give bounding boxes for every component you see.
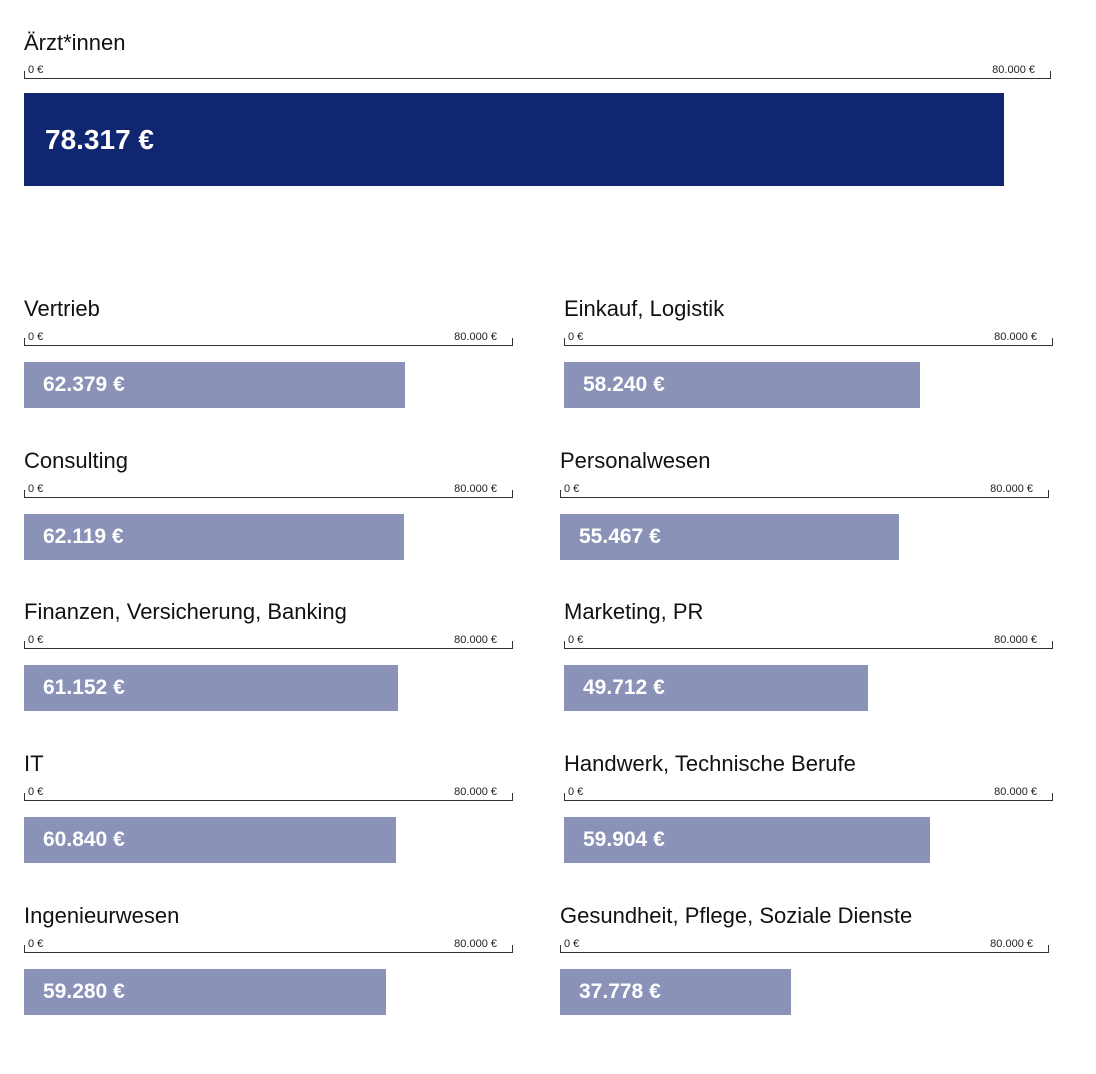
panel-title: Finanzen, Versicherung, Banking	[24, 599, 347, 624]
x-axis	[24, 483, 513, 498]
axis-line	[24, 78, 1051, 79]
axis-line	[24, 800, 513, 801]
axis-tick-min	[564, 338, 565, 346]
axis-tick-min	[564, 641, 565, 649]
panel-title: Consulting	[24, 448, 128, 473]
x-axis	[24, 64, 1051, 79]
axis-max-label: 80.000 €	[454, 634, 497, 646]
panel-handwerk-technische-berufe	[564, 751, 1053, 863]
bar-value-label: 62.119 €	[43, 525, 124, 548]
axis-tick-max	[512, 338, 513, 346]
axis-tick-min	[564, 793, 565, 801]
bar-marketing-pr	[564, 665, 868, 711]
panel-finanzen-versicherung-banking	[24, 599, 513, 711]
panel-einkauf-logistik	[564, 296, 1053, 408]
axis-max-label: 80.000 €	[454, 483, 497, 495]
axis-tick-max	[512, 945, 513, 953]
axis-min-label: 0 €	[28, 483, 44, 495]
axis-tick-min	[24, 641, 25, 649]
axis-line	[564, 800, 1053, 801]
bar-value-label: 78.317 €	[45, 123, 154, 155]
axis-min-label: 0 €	[28, 634, 44, 646]
bar-value-label: 59.904 €	[583, 828, 665, 851]
axis-tick-min	[24, 793, 25, 801]
axis-line	[564, 345, 1053, 346]
bar-value-label: 59.280 €	[43, 980, 125, 1003]
axis-min-label: 0 €	[28, 64, 44, 76]
axis-tick-max	[1048, 945, 1049, 953]
panel-title: Einkauf, Logistik	[564, 296, 725, 321]
axis-tick-max	[512, 793, 513, 801]
panel-gesundheit-pflege-soziale-dienste	[560, 903, 1049, 1015]
panel-personalwesen	[560, 448, 1049, 560]
axis-max-label: 80.000 €	[990, 938, 1033, 950]
axis-tick-min	[24, 338, 25, 346]
panel-consulting	[24, 448, 513, 560]
axis-tick-min	[24, 945, 25, 953]
axis-line	[24, 952, 513, 953]
axis-tick-max	[512, 641, 513, 649]
x-axis	[24, 634, 513, 649]
bar-value-label: 37.778 €	[579, 980, 661, 1003]
bar-value-label: 55.467 €	[579, 525, 661, 548]
axis-max-label: 80.000 €	[454, 938, 497, 950]
axis-min-label: 0 €	[564, 483, 580, 495]
x-axis	[564, 786, 1053, 801]
axis-max-label: 80.000 €	[994, 634, 1037, 646]
panel-title: Vertrieb	[24, 296, 100, 321]
axis-min-label: 0 €	[564, 938, 580, 950]
axis-tick-max	[1052, 793, 1053, 801]
bar-value-label: 58.240 €	[583, 373, 665, 396]
axis-line	[560, 952, 1049, 953]
axis-max-label: 80.000 €	[992, 64, 1035, 76]
bar-value-label: 61.152 €	[43, 676, 125, 699]
axis-min-label: 0 €	[28, 938, 44, 950]
bar-gesundheit-pflege-soziale-dienste	[560, 969, 791, 1015]
axis-tick-max	[1050, 71, 1051, 79]
bar-personalwesen	[560, 514, 899, 560]
bar-value-label: 62.379 €	[43, 373, 125, 396]
bar-handwerk-technische-berufe	[564, 817, 930, 863]
panel-ingenieurwesen	[24, 903, 513, 1015]
axis-tick-max	[1048, 490, 1049, 498]
panel-title: Gesundheit, Pflege, Soziale Dienste	[560, 903, 913, 928]
panel-title: Ingenieurwesen	[24, 903, 180, 928]
panel-title: IT	[24, 751, 44, 776]
x-axis	[24, 786, 513, 801]
axis-max-label: 80.000 €	[994, 331, 1037, 343]
x-axis	[24, 938, 513, 953]
x-axis	[564, 634, 1053, 649]
axis-min-label: 0 €	[28, 331, 44, 343]
bar-it	[24, 817, 396, 863]
panel-title: Ärzt*innen	[24, 30, 126, 55]
axis-line	[24, 345, 513, 346]
axis-line	[564, 648, 1053, 649]
axis-tick-max	[1052, 641, 1053, 649]
axis-tick-min	[560, 945, 561, 953]
axis-tick-min	[24, 490, 25, 498]
bar-value-label: 60.840 €	[43, 828, 125, 851]
axis-max-label: 80.000 €	[990, 483, 1033, 495]
x-axis	[24, 331, 513, 346]
panel-it	[24, 751, 513, 863]
axis-max-label: 80.000 €	[994, 786, 1037, 798]
panel-vertrieb	[24, 296, 513, 408]
axis-line	[24, 497, 513, 498]
axis-min-label: 0 €	[568, 331, 584, 343]
axis-line	[24, 648, 513, 649]
x-axis	[560, 483, 1049, 498]
axis-tick-min	[560, 490, 561, 498]
panel-title: Handwerk, Technische Berufe	[564, 751, 856, 776]
panel-aerzt-innen	[24, 30, 1051, 186]
bar-value-label: 49.712 €	[583, 676, 665, 699]
axis-tick-max	[512, 490, 513, 498]
axis-min-label: 0 €	[568, 786, 584, 798]
axis-tick-max	[1052, 338, 1053, 346]
bar-ingenieurwesen	[24, 969, 386, 1015]
bar-consulting	[24, 514, 404, 560]
axis-min-label: 0 €	[28, 786, 44, 798]
panel-title: Marketing, PR	[564, 599, 704, 624]
axis-min-label: 0 €	[568, 634, 584, 646]
bar-einkauf-logistik	[564, 362, 920, 408]
axis-tick-min	[24, 71, 25, 79]
panel-title: Personalwesen	[560, 448, 711, 473]
axis-max-label: 80.000 €	[454, 331, 497, 343]
axis-max-label: 80.000 €	[454, 786, 497, 798]
x-axis	[564, 331, 1053, 346]
panel-marketing-pr	[564, 599, 1053, 711]
axis-line	[560, 497, 1049, 498]
bar-aerzt-innen	[24, 93, 1004, 186]
bar-vertrieb	[24, 362, 405, 408]
x-axis	[560, 938, 1049, 953]
bar-finanzen-versicherung-banking	[24, 665, 398, 711]
